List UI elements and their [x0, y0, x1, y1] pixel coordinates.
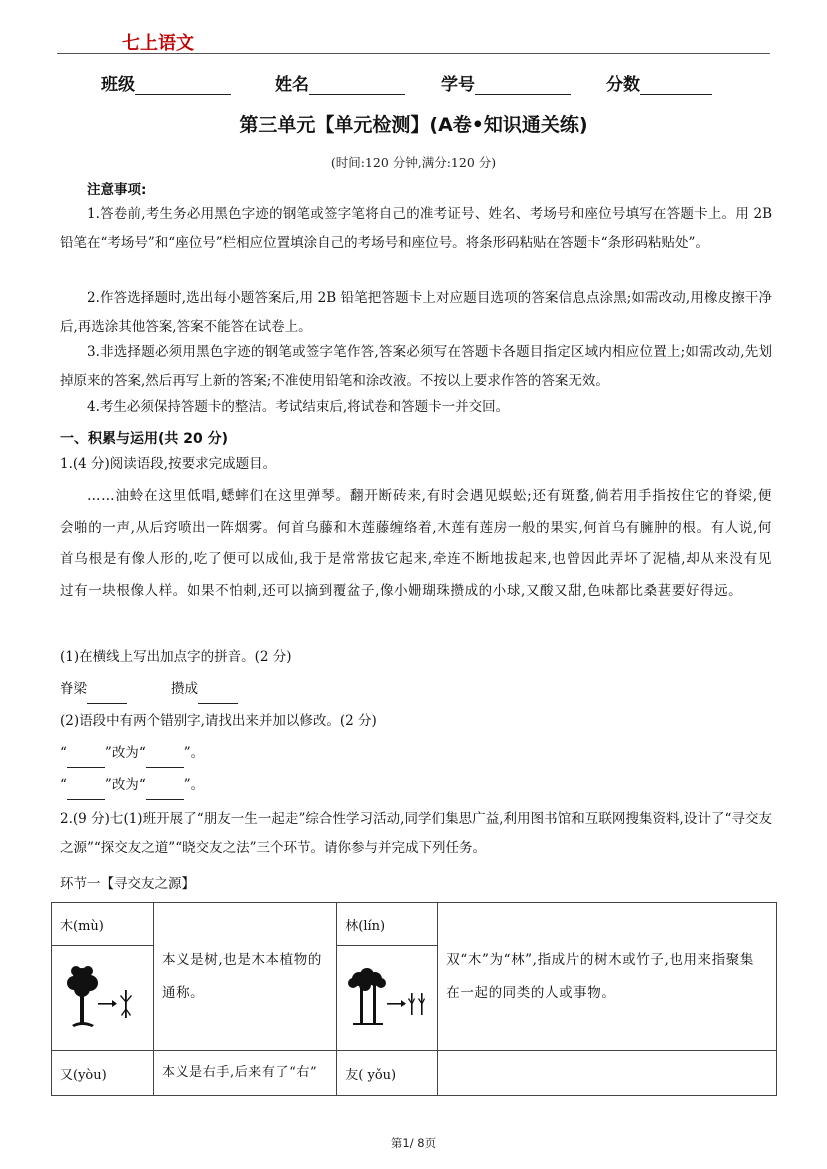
change-label-1: 改为: [111, 745, 139, 761]
subject-header: 七上语文: [122, 33, 194, 54]
student-id-blank[interactable]: [475, 76, 571, 95]
cell-mu-image: [52, 946, 154, 1051]
correct-char-blank-1[interactable]: [146, 751, 184, 768]
pinyin-answer-2: [171, 675, 238, 704]
score-blank[interactable]: [640, 76, 712, 95]
question-1-passage: ……油蛉在这里低唱,蟋蟀们在这里弹琴。翻开断砖来,有时会遇见蜈蚣;还有斑蝥,倘若用手指按住它的脊梁,便会啪的一声,从后窍喷出一阵烟雾。何首乌藤和木莲藤缠络着,木莲有莲房一般的果实,何首乌有臃肿的根。有人说,何首乌根是有像人形的,吃了便可以成仙,我于是常常拔它起来,牵连不断地拔起来,也曾因此弄坏了泥樯,却从来没有见过有一块根像人样。如果不怕刺,还可以摘到覆盆子,像小姗瑚珠攒成的小球,又酸又甜,色味都比桑葚要好得远。: [60, 488, 772, 599]
word-2: 攒成: [171, 681, 198, 697]
score-label: 分数: [606, 75, 640, 95]
cell-you2-desc: [438, 1051, 777, 1096]
correction-row-2: “ ”改为“ ”。: [60, 771, 204, 800]
wrong-char-blank-1[interactable]: [67, 751, 105, 768]
correction-row-1: “ ”改为“ ”。: [60, 739, 204, 768]
name-blank[interactable]: [309, 76, 405, 95]
cell-you-desc: 本义是右手,后来有了“右”: [153, 1051, 336, 1096]
cell-mu-desc: 本义是树,也是木本植物的通称。: [153, 903, 336, 1051]
question-1-stem: 1.(4 分)阅读语段,按要求完成题目。: [60, 456, 277, 472]
class-blank[interactable]: [135, 76, 231, 95]
name-field: [275, 70, 405, 95]
cell-mu-label: 木(mù): [52, 903, 154, 946]
wrong-char-blank-2[interactable]: [67, 783, 105, 800]
cell-lin-label: 林(lín): [337, 903, 438, 946]
question-2-stem: 2.(9 分)七(1)班开展了“朋友一生一起走”综合性学习活动,同学们集思广益,利用图书馆和互联网搜集资料,设计了“寻交友之源”“探交友之道”“晓交友之法”三个环节。请你参与并完成下列任务。: [60, 811, 772, 856]
pinyin-answer-1: [60, 675, 127, 704]
correct-char-blank-2[interactable]: [146, 783, 184, 800]
cell-you-label: 又(yòu): [52, 1051, 154, 1096]
notice-item-1: 1.答卷前,考生务必用黑色字迹的钢笔或签字笔将自己的准考证号、姓名、考场号和座位号填写在答题卡上。用 2B 铅笔在“考场号”和“座位号”栏相应位置填涂自己的考场号和座位号。将条形码粘贴在答题卡“条形码粘贴处”。: [60, 206, 772, 251]
question-2-part-1: 环节一【寻交友之源】: [60, 876, 195, 892]
word-1: 脊梁: [60, 681, 87, 697]
section-1-heading: 一、积累与运用(共 20 分): [60, 431, 229, 447]
score-field: [606, 70, 712, 95]
cell-you2-label: 友( yǒu): [337, 1051, 438, 1096]
notice-item-4: 4.考生必须保持答题卡的整洁。考试结束后,将试卷和答题卡一并交回。: [87, 399, 510, 415]
notice-heading: 注意事项:: [87, 182, 147, 198]
exam-time-info: (时间:120 分钟,满分:120 分): [330, 155, 497, 170]
pinyin-blank-1[interactable]: [87, 687, 127, 704]
pinyin-blank-2[interactable]: [198, 687, 238, 704]
class-field: [101, 70, 231, 95]
name-label: 姓名: [275, 75, 309, 95]
notice-item-3: 3.非选择题必须用黑色字迹的钢笔或签字笔作答,答案必须写在答题卡各题目指定区域内相应位置上;如需改动,先划掉原来的答案,然后再写上新的答案;不准使用铅笔和涂改液。不按以上要求作答的答案无效。: [60, 344, 772, 389]
change-label-2: 改为: [111, 777, 139, 793]
notice-item-2: 2.作答选择题时,选出每小题答案后,用 2B 铅笔把答题卡上对应题目选项的答案信息点涂黑;如需改动,用橡皮擦干净后,再选涂其他答案,答案不能答在试卷上。: [60, 290, 772, 335]
student-id-label: 学号: [441, 75, 475, 95]
tree-to-mu-character-icon: [62, 963, 142, 1033]
character-origin-table: [51, 902, 777, 1096]
student-id-field: [441, 70, 571, 95]
cell-lin-image: [337, 946, 438, 1051]
question-1-sub-2: (2)语段中有两个错别字,请找出来并加以修改。(2 分): [60, 713, 377, 729]
cell-lin-desc: 双“木”为“林”,指成片的树木或竹子,也用来指聚集在一起的同类的人或事物。: [438, 903, 777, 1051]
trees-to-lin-character-icon: [345, 963, 429, 1033]
page-title: 第三单元【单元检测】(A卷•知识通关练): [239, 114, 588, 136]
question-1-sub-1: (1)在横线上写出加点字的拼音。(2 分): [60, 649, 292, 665]
header-divider: [57, 53, 770, 54]
page-number: 第1/ 8页: [390, 1136, 437, 1150]
class-label: 班级: [101, 75, 135, 95]
